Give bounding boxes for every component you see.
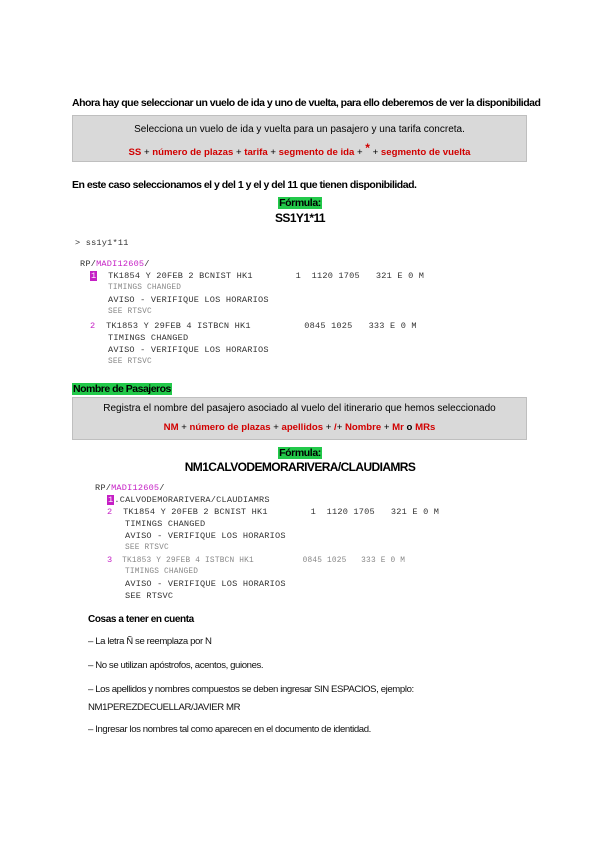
segment-note: SEE RTSVC bbox=[108, 308, 152, 316]
formula-sep: + bbox=[369, 147, 381, 158]
notes-item: – Ingresar los nombres tal como aparecen en el documento de identidad. bbox=[88, 724, 371, 735]
segment-note: TIMINGS CHANGED bbox=[125, 568, 199, 576]
segment-note: AVISO - VERIFIQUE LOS HORARIOS bbox=[108, 345, 269, 355]
formula-sep: o bbox=[403, 422, 416, 433]
instruction-text: Selecciona un vuelo de ida y vuelta para un pasajero y una tarifa concreta. bbox=[134, 124, 465, 135]
formula-sep: + bbox=[141, 147, 153, 158]
rp-code: MADI12605 bbox=[96, 259, 145, 269]
terminal-segment-2 bbox=[107, 555, 405, 568]
segment-note: TIMINGS CHANGED bbox=[125, 519, 206, 529]
segment-line: TK1854 Y 20FEB 2 BCNIST HK1 1 1120 1705 321 E 0 M bbox=[112, 507, 440, 517]
terminal-rp-line bbox=[95, 483, 165, 495]
formula-sep: + bbox=[381, 422, 393, 433]
notes-item: – No se utilizan apóstrofos, acentos, guiones. bbox=[88, 660, 264, 671]
segment-note: TIMINGS CHANGED bbox=[108, 284, 182, 292]
formula-sep: + bbox=[336, 422, 345, 433]
formula-label-wrap bbox=[0, 443, 600, 461]
terminal-segment-1 bbox=[107, 507, 439, 519]
segment-note: SEE RTSVC bbox=[125, 591, 174, 601]
formula-part-asterisk: * bbox=[365, 141, 370, 155]
segment-note: AVISO - VERIFIQUE LOS HORARIOS bbox=[125, 531, 286, 541]
terminal-name-element bbox=[107, 495, 270, 507]
terminal-segment-2 bbox=[90, 321, 417, 333]
terminal-command: > ss1y1*11 bbox=[75, 238, 129, 248]
name-line: .CALVODEMORARIVERA/CLAUDIAMRS bbox=[114, 495, 270, 505]
formula-value-nm: NM1CALVODEMORARIVERA/CLAUDIAMRS bbox=[184, 460, 416, 474]
rp-prefix: RP/ bbox=[80, 259, 97, 269]
formula-part: tarifa bbox=[244, 147, 268, 158]
segment-note: AVISO - VERIFIQUE LOS HORARIOS bbox=[125, 579, 286, 589]
formula-part: segmento de ida bbox=[278, 147, 355, 158]
segment-note: SEE RTSVC bbox=[125, 544, 169, 552]
formula-part: SS bbox=[128, 147, 142, 158]
instruction-text: Registra el nombre del pasajero asociado al vuelo del itinerario que hemos seleccionado bbox=[103, 403, 496, 414]
rp-prefix: RP/ bbox=[95, 483, 112, 493]
formula-part: Nombre bbox=[344, 422, 382, 433]
formula-part: número de plazas bbox=[152, 147, 234, 158]
instruction-box-booking bbox=[72, 115, 527, 162]
instruction-box-names bbox=[72, 397, 527, 440]
formula-label-wrap bbox=[0, 193, 600, 211]
rp-suffix: / bbox=[144, 259, 150, 269]
rp-suffix: / bbox=[159, 483, 165, 493]
notes-item: – Los apellidos y nombres compuestos se deben ingresar SIN ESPACIOS, ejemplo: bbox=[88, 684, 414, 695]
segment-note: AVISO - VERIFIQUE LOS HORARIOS bbox=[108, 295, 269, 305]
formula-sep: + bbox=[323, 422, 335, 433]
segment-number: 1 bbox=[91, 271, 97, 281]
terminal-segment-1 bbox=[90, 271, 424, 283]
rp-code: MADI12605 bbox=[111, 483, 160, 493]
formula-label: Fórmula: bbox=[279, 197, 321, 209]
selection-explanation: En este caso seleccionamos el y del 1 y el y del 11 que tienen disponibilidad. bbox=[72, 179, 417, 191]
segment-line: TK1853 Y 29FEB 4 ISTBCN HK1 0845 1025 333 E 0 M bbox=[112, 557, 406, 565]
segment-number: 3 bbox=[107, 555, 113, 565]
notes-item: – La letra Ñ se reemplaza por N bbox=[88, 636, 212, 647]
formula-sep: + bbox=[270, 422, 282, 433]
segment-line: TK1853 Y 29FEB 4 ISTBCN HK1 0845 1025 333 E 0 M bbox=[95, 321, 417, 331]
formula-part: Mr bbox=[392, 422, 404, 433]
formula-value-ss: SS1Y1*11 bbox=[275, 211, 325, 225]
segment-note: SEE RTSVC bbox=[108, 358, 152, 366]
section-heading-availability: Ahora hay que seleccionar un vuelo de ida y uno de vuelta, para ello deberemos de ver la disponibilidad bbox=[72, 97, 541, 109]
terminal-rp-line bbox=[80, 259, 150, 271]
formula-sep: + bbox=[267, 147, 279, 158]
formula-part: apellidos bbox=[281, 422, 324, 433]
formula-sep: + bbox=[178, 422, 190, 433]
segment-note: TIMINGS CHANGED bbox=[108, 333, 189, 343]
segment-number: 2 bbox=[107, 507, 113, 517]
section-heading-passengers-wrap bbox=[72, 379, 172, 397]
formula-label: Fórmula: bbox=[279, 447, 321, 459]
segment-line: TK1854 Y 20FEB 2 BCNIST HK1 1 1120 1705 321 E 0 M bbox=[97, 271, 425, 281]
name-formula-breakdown bbox=[73, 422, 526, 433]
notes-heading: Cosas a tener en cuenta bbox=[88, 614, 194, 625]
formula-part: MRs bbox=[415, 422, 436, 433]
segment-number: 2 bbox=[90, 321, 96, 331]
section-heading-passengers: Nombre de Pasajeros bbox=[73, 383, 171, 395]
formula-part: número de plazas bbox=[189, 422, 271, 433]
notes-example: NM1PEREZDECUELLAR/JAVIER MR bbox=[88, 702, 241, 713]
formula-sep: + bbox=[233, 147, 245, 158]
formula-sep: + bbox=[354, 147, 366, 158]
formula-part: NM bbox=[163, 422, 179, 433]
formula-part: / bbox=[334, 422, 337, 433]
booking-formula-breakdown bbox=[73, 141, 526, 158]
name-number: 1 bbox=[108, 495, 114, 505]
formula-part: segmento de vuelta bbox=[380, 147, 471, 158]
